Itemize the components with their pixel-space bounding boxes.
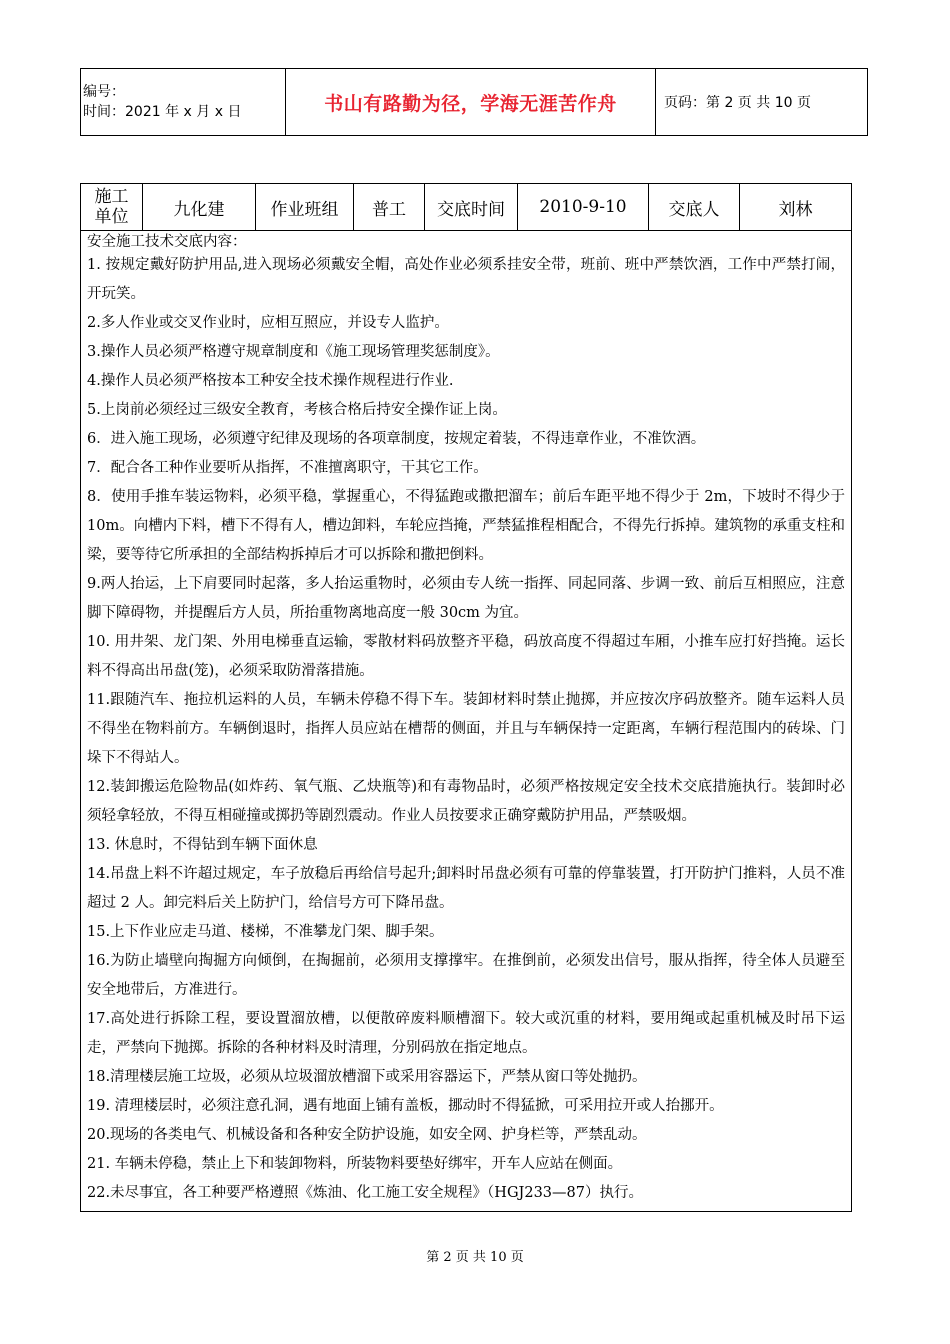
content-item-9: 9.两人抬运，上下肩要同时起落，多人抬运重物时，必须由专人统一指挥、同起同落、步调一致、前后互相照应，注意脚下障碍物，并提醒后方人员，所抬重物离地高度一般 30cm 为宜。 <box>87 576 845 621</box>
team-label: 作业班组 <box>256 184 354 231</box>
info-row <box>81 184 852 231</box>
content-item-3: 3.操作人员必须严格遵守规章制度和《施工现场管理奖惩制度》。 <box>87 344 500 360</box>
document-date: 时间：2021 年 x 月 x 日 <box>83 104 242 120</box>
content-item-12: 12.装卸搬运危险物品(如炸药、氧气瓶、乙炔瓶等)和有毒物品时，必须严格按规定安全技术交底措施执行。装卸时必须轻拿轻放，不得互相碰撞或掷扔等剧烈震动。作业人员按要求正确穿戴防护用品，严禁吸烟。 <box>87 779 845 824</box>
document-number: 编号： <box>83 84 125 100</box>
unit-value: 九化建 <box>143 184 256 231</box>
content-item-14: 14.吊盘上料不许超过规定，车子放稳后再给信号起升;卸料时吊盘必须有可靠的停靠装置，打开防护门推料，人员不准超过 2 人。卸完料后关上防护门，给信号方可下降吊盘。 <box>87 866 845 911</box>
person-value: 刘林 <box>740 184 852 231</box>
content-cell <box>81 231 852 1212</box>
person-label: 交底人 <box>649 184 740 231</box>
header-page-info: 页码：第 2 页 共 10 页 <box>656 69 868 136</box>
content-item-6: 6．进入施工现场，必须遵守纪律及现场的各项章制度，按规定着装，不得违章作业，不准饮酒。 <box>87 431 706 447</box>
content-item-4: 4.操作人员必须严格按本工种安全技术操作规程进行作业. <box>87 373 454 389</box>
content-item-1: 1. 按规定戴好防护用品,进入现场必须戴安全帽，高处作业必须系挂安全带，班前、班中严禁饮酒，工作中严禁打闹，开玩笑。 <box>87 257 845 302</box>
content-item-16: 16.为防止墙壁向掏掘方向倾倒，在掏掘前，必须用支撑撑牢。在推倒前，必须发出信号，服从指挥，待全体人员避至安全地带后，方准进行。 <box>87 953 845 998</box>
team-value: 普工 <box>354 184 425 231</box>
content-heading: 安全施工技术交底内容： <box>87 234 247 250</box>
time-label: 交底时间 <box>425 184 518 231</box>
content-item-19: 19. 清理楼层时，必须注意孔洞，遇有地面上铺有盖板，挪动时不得猛掀，可采用拉开或人抬挪开。 <box>87 1098 724 1114</box>
unit-label-cell <box>81 184 143 231</box>
content-item-20: 20.现场的各类电气、机械设备和各种安全防护设施，如安全网、护身栏等，严禁乱动。 <box>87 1127 647 1143</box>
page-footer: 第 2 页 共 10 页 <box>426 1250 524 1265</box>
content-item-8: 8．使用手推车装运物料，必须平稳，掌握重心，不得猛跑或撒把溜车；前后车距平地不得少于 2m，下坡时不得少于 10m。向槽内下料，槽下不得有人，槽边卸料，车轮应挡掩，严禁猛推程相配合，不得先行拆掉。建筑物的承重支柱和梁，要等待它所承担的全部结构拆掉后才可以拆除和撒把倒料。 <box>87 489 845 563</box>
document-header <box>80 68 868 136</box>
safety-disclosure-table <box>80 183 852 1212</box>
content-item-21: 21. 车辆未停稳，禁止上下和装卸物料，所装物料要垫好绑牢，开车人应站在侧面。 <box>87 1156 623 1172</box>
time-value: 2010-9-10 <box>518 184 649 231</box>
header-motto: 书山有路勤为径，学海无涯苦作舟 <box>286 69 656 136</box>
content-item-10: 10. 用井架、龙门架、外用电梯垂直运输，零散材料码放整齐平稳，码放高度不得超过车厢，小推车应打好挡掩。运长料不得高出吊盘(笼)，必须采取防滑落措施。 <box>87 634 845 679</box>
content-item-2: 2.多人作业或交叉作业时，应相互照应，并设专人监护。 <box>87 315 449 331</box>
content-item-15: 15.上下作业应走马道、楼梯，不准攀龙门架、脚手架。 <box>87 924 444 940</box>
content-item-17: 17.高处进行拆除工程，要设置溜放槽，以便散碎废料顺槽溜下。较大或沉重的材料，要用绳或起重机械及时吊下运走，严禁向下抛掷。拆除的各种材料及时清理，分别码放在指定地点。 <box>87 1011 845 1056</box>
content-item-5: 5.上岗前必须经过三级安全教育，考核合格后持安全操作证上岗。 <box>87 402 507 418</box>
content-item-13: 13. 休息时，不得钻到车辆下面休息 <box>87 837 318 853</box>
content-item-22: 22.未尽事宜，各工种要严格遵照《炼油、化工施工安全规程》（HGJ233—87）执行。 <box>87 1185 643 1201</box>
content-item-11: 11.跟随汽车、拖拉机运料的人员，车辆未停稳不得下车。装卸材料时禁止抛掷，并应按次序码放整齐。随车运料人员不得坐在物料前方。车辆倒退时，指挥人员应站在槽帮的侧面，并且与车辆保持一定距离，车辆行程范围内的砖垛、门垛下不得站人。 <box>87 692 845 766</box>
unit-label: 施工单位 <box>94 187 129 227</box>
header-meta <box>81 69 286 136</box>
content-item-7: 7．配合各工种作业要听从指挥，不准擅离职守，干其它工作。 <box>87 460 488 476</box>
content-item-18: 18.清理楼层施工垃圾，必须从垃圾溜放槽溜下或采用容器运下，严禁从窗口等处抛扔。 <box>87 1069 647 1085</box>
